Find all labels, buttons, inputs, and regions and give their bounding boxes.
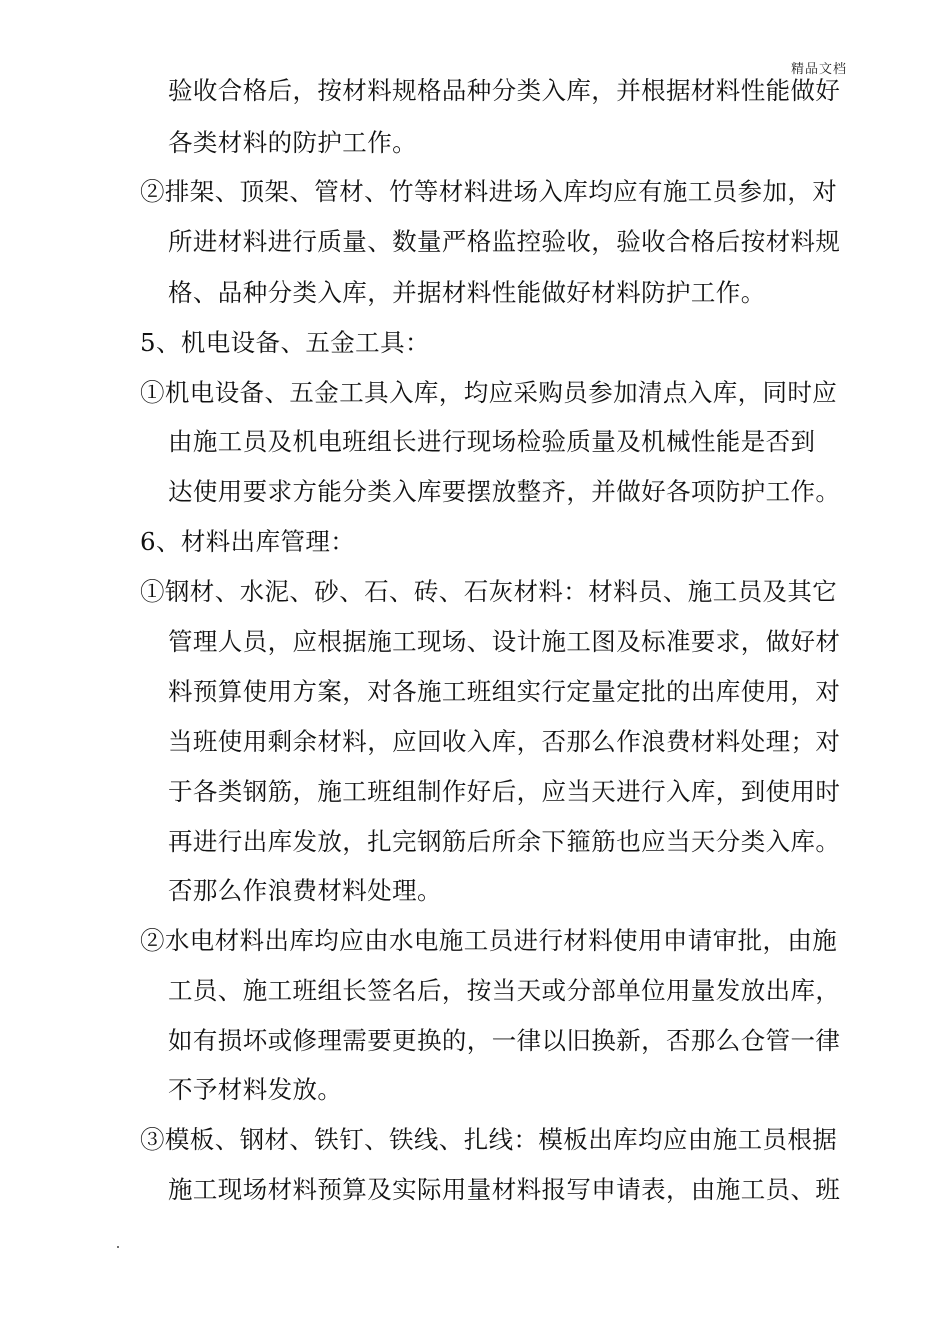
body-line: 再进行出库发放，扎完钢筋后所余下箍筋也应当天分类入库。 [168,827,841,856]
body-line: 管理人员，应根据施工现场、设计施工图及标准要求，做好材 [168,627,841,656]
section-heading: 5、机电设备、五金工具： [140,328,430,357]
body-line: 验收合格后，按材料规格品种分类入库，并根据材料性能做好 [168,76,841,105]
body-line: 于各类钢筋，施工班组制作好后，应当天进行入库，到使用时 [168,777,841,806]
body-line: 不予材料发放。 [168,1075,343,1104]
list-item-line: ①机电设备、五金工具入库，均应采购员参加清点入库，同时应 [140,378,838,407]
section-heading: 6、材料出库管理： [140,527,356,556]
list-item-line: ②水电材料出库均应由水电施工员进行材料使用申请审批，由施 [140,926,838,955]
header-label: 精品文档 [790,62,847,77]
body-line: 各类材料的防护工作。 [168,128,417,157]
body-line: 否那么作浪费材料处理。 [168,876,442,905]
body-line: 工员、施工班组长签名后，按当天或分部单位用量发放出库， [168,976,841,1005]
list-item-line: ②排架、顶架、管材、竹等材料进场入库均应有施工员参加，对 [140,177,838,206]
body-line: 达使用要求方能分类入库要摆放整齐，并做好各项防护工作。 [168,477,841,506]
corner-dot [117,1246,119,1248]
list-item-line: ①钢材、水泥、砂、石、砖、石灰材料：材料员、施工员及其它 [140,577,838,606]
body-line: 如有损坏或修理需要更换的，一律以旧换新，否那么仓管一律 [168,1026,841,1055]
body-line: 所进材料进行质量、数量严格监控验收，验收合格后按材料规 [168,227,841,256]
body-line: 格、品种分类入库，并据材料性能做好材料防护工作。 [168,278,766,307]
body-line: 当班使用剩余材料，应回收入库，否那么作浪费材料处理；对 [168,727,841,756]
list-item-line: ③模板、钢材、铁钉、铁线、扎线：模板出库均应由施工员根据 [140,1125,838,1154]
body-line: 施工现场材料预算及实际用量材料报写申请表，由施工员、班 [168,1175,841,1204]
body-line: 料预算使用方案，对各施工班组实行定量定批的出库使用，对 [168,677,841,706]
body-line: 由施工员及机电班组长进行现场检验质量及机械性能是否到 [168,427,816,456]
